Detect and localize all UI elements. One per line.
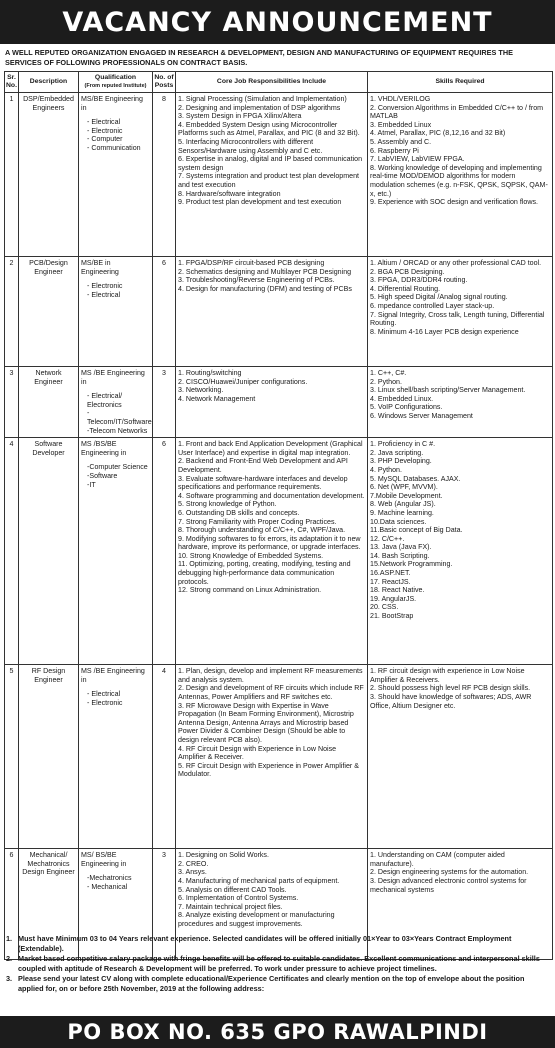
qualification-degree: MS/BE Engineering in (81, 95, 143, 112)
list-item: 2. Schematics designing and Multilayer PCB Designing (178, 267, 352, 276)
list-item: 3. Ansys. (178, 868, 207, 877)
list-item: 2. Conversion Algorithms in Embedded C/C++ to / from MATLAB (370, 103, 544, 121)
list-item: 7. Systems integration and product test plan development and test execution (178, 172, 359, 189)
list-item: 4. Network Management (178, 394, 256, 403)
qualification-field: - Electrical (87, 118, 121, 127)
row-qualification (79, 367, 153, 438)
list-item: 2. Java scripting. (370, 448, 424, 457)
qualification-field: - Telecom/IT/Software (87, 409, 152, 426)
row-sr-number: 6 (5, 849, 19, 960)
row-skills (368, 93, 553, 257)
list-item: 15.Network Programming. (370, 560, 453, 569)
row-posts: 6 (153, 257, 176, 367)
list-item: 6. Implementation of Control Systems. (178, 894, 299, 903)
row-responsibilities (176, 665, 368, 849)
list-item: 5. MySQL Databases. AJAX. (370, 474, 461, 483)
list-item: 1. RF circuit design with experience in Low Noise Amplifier & Receivers. (370, 667, 525, 684)
list-item: 1. VHDL/VERILOG (370, 95, 431, 103)
list-item: 3. Design advanced electronic control systems for mechanical systems (370, 876, 527, 894)
table-header-row (5, 72, 553, 93)
list-item: 2. Design and development of RF circuits which include RF Antennas, Power Amplifiers and RF switches etc. (178, 684, 364, 701)
list-item: 9. Machine learning. (370, 508, 434, 517)
list-item: 5. Analysis on different CAD Tools. (178, 885, 287, 894)
responsibilities-list (178, 851, 365, 928)
list-item: 3. FPGA, DDR3/DDR4 routing. (370, 276, 468, 285)
row-skills (368, 665, 553, 849)
list-item: 6. Windows Server Management (370, 411, 473, 420)
list-item: 4. Design for manufacturing (DFM) and testing of PCBs (178, 284, 352, 293)
row-skills (368, 367, 553, 438)
list-item: 3. Embedded Linux (370, 120, 432, 129)
list-item: 11.Basic concept of Big Data. (370, 526, 463, 535)
list-item: 6. Raspberry Pi (370, 146, 419, 155)
skills-list (370, 440, 550, 620)
list-item: 14. Bash Scripting. (370, 551, 430, 560)
skills-list (370, 851, 550, 894)
list-item: 2. Python. (370, 377, 402, 386)
qualification-field: - Electronic (87, 126, 123, 135)
list-item: 18. React Native. (370, 586, 425, 595)
list-item: 10. Strong Knowledge of Embedded Systems. (178, 551, 324, 560)
list-item: 19. AngularJS. (370, 594, 417, 603)
list-item: 6. mpedance controlled Layer stack-up. (370, 301, 495, 310)
row-sr-number: 1 (5, 93, 19, 257)
list-item: 8. Working knowledge of developing and implementing real-time MOD/DEMOD algorithms for modern modulation schemes (e.g. n-FSK, QPSK, SQPSK, QAM-x, etc.) (370, 163, 548, 198)
header-qualification (79, 72, 153, 93)
list-item: 10.Data sciences. (370, 517, 427, 526)
qualification-field: - Computer (87, 135, 123, 144)
row-responsibilities (176, 438, 368, 665)
note-number: 2. (6, 954, 13, 963)
qualification-degree: MS /BE Engineering in (81, 667, 145, 684)
list-item: 8. Hardware/software integration (178, 189, 281, 198)
list-item: 9. Experience with SOC design and verification flows. (370, 198, 538, 207)
qualification-field: -Computer Science (87, 463, 148, 472)
qualification-field: -Software (87, 471, 118, 480)
row-skills (368, 257, 553, 367)
note-item (6, 934, 549, 954)
row-posts: 6 (153, 438, 176, 665)
list-item: 5. RF Circuit Design with Experience in Power Amplifier & Modulator. (178, 761, 359, 779)
footer-address: PO BOX NO. 635 GPO RAWALPINDI (0, 1016, 555, 1048)
row-sr-number: 3 (5, 367, 19, 438)
list-item: 3. Networking. (178, 386, 224, 395)
page-title: VACANCY ANNOUNCEMENT (0, 0, 555, 44)
list-item: 1. Designing on Solid Works. (178, 851, 269, 860)
list-item: 13. Java (Java FX). (370, 543, 432, 552)
row-qualification (79, 438, 153, 665)
header-skills: Skills Required (368, 72, 553, 93)
note-number: 3. (6, 974, 13, 983)
list-item: 1. Understanding on CAM (computer aided manufacture). (370, 851, 505, 868)
note-text: Market based competitive salary package with fringe benefits will be offered to suitable candidates. Excellent communications and interpersonal skills coupled with aptitude of Research & Development will be preferred. To work under pressure to achieve project timelines. (18, 954, 540, 973)
skills-list (370, 95, 550, 207)
list-item: 4. Atmel, Parallax, PIC (8,12,16 and 32 Bit) (370, 129, 506, 138)
list-item: 2. Designing and implementation of DSP algorithms (178, 103, 341, 112)
row-responsibilities (176, 367, 368, 438)
row-responsibilities (176, 257, 368, 367)
row-responsibilities (176, 93, 368, 257)
list-item: 2. Backend and Front-End Web Development and API Development. (178, 457, 348, 474)
qualification-degree: MS/BE in Engineering (81, 259, 119, 276)
list-item: 3. System Design in FPGA Xilinx/Altera (178, 112, 302, 121)
list-item: 4. RF Circuit Design with Experience in Low Noise Amplifier & Receiver. (178, 744, 337, 762)
list-item: 6. Outstanding DB skills and concepts. (178, 508, 300, 517)
list-item: 3. Linux shell/bash scripting/Server Management. (370, 386, 526, 395)
list-item: 7. LabVIEW, LabVIEW FPGA. (370, 155, 465, 164)
list-item: 3. Troubleshooting/Reverse Engineering of PCBs. (178, 276, 335, 285)
list-item: 1. Front and back End Application Development (Graphical User Interface) and expertise in digital map integration. (178, 440, 363, 457)
header-sr: Sr. No. (5, 72, 19, 93)
qualification-field: -IT (87, 480, 96, 489)
list-item: 1. Altium / ORCAD or any other professional CAD tool. (370, 259, 542, 267)
notes (6, 934, 549, 994)
qualification-field: - Electrical (87, 690, 121, 699)
list-item: 5. Interfacing Microcontrollers with different Sensors/Hardware using Assembly and C etc. (178, 137, 323, 155)
responsibilities-list (178, 440, 365, 595)
row-description: Network Engineer (19, 367, 79, 438)
list-item: 7.Mobile Development. (370, 491, 443, 500)
row-posts: 4 (153, 665, 176, 849)
row-skills (368, 438, 553, 665)
list-item: 11. Optimizing, porting, creating, modifying, testing and debugging high-performance data communication protocols. (178, 560, 351, 586)
list-item: 2. Design engineering systems for the automation. (370, 868, 529, 877)
table-row (5, 93, 553, 257)
qualification-field: - Electrical (87, 290, 121, 299)
header-qualification-sub: (From reputed Institute) (84, 83, 147, 89)
note-item (6, 974, 549, 994)
list-item: 8. Minimum 4-16 Layer PCB design experience (370, 327, 519, 336)
row-qualification (79, 93, 153, 257)
note-number: 1. (6, 934, 13, 943)
row-posts: 3 (153, 849, 176, 960)
list-item: 21. BootStrap (370, 612, 414, 621)
row-posts: 8 (153, 93, 176, 257)
list-item: 4. Python. (370, 465, 402, 474)
header-responsibilities: Core Job Responsibilities Include (176, 72, 368, 93)
list-item: 3. Should have knowledge of softwares; ADS, AWR Office, Altium Designer etc. (370, 692, 532, 710)
qualification-field: -Mechatronics (87, 874, 132, 883)
skills-list (370, 259, 550, 336)
list-item: 6. Expertise in analog, digital and IP based communication system design (178, 155, 363, 172)
list-item: 4. Differential Routing. (370, 284, 441, 293)
list-item: 5. Strong knowledge of Python. (178, 500, 277, 509)
note-text: Must have Minimum 03 to 04 Years relevant experience. Selected candidates will be offered initially 01×Year to 03×Years Contract Employment (Extendable). (18, 934, 512, 953)
list-item: 1. C++, C#. (370, 369, 407, 377)
list-item: 12. Strong command on Linux Administration. (178, 586, 322, 595)
list-item: 1. Signal Processing (Simulation and Implementation) (178, 95, 347, 103)
list-item: 1. Proficiency in C #. (370, 440, 436, 449)
list-item: 9. Modifying softwares to fix errors, its adaptation it to new hardware, improve its performance, or upgrade interfaces. (178, 534, 361, 552)
list-item: 2. BGA PCB Designing. (370, 267, 445, 276)
row-description: Software Developer (19, 438, 79, 665)
list-item: 17. ReactJS. (370, 577, 411, 586)
table-row (5, 367, 553, 438)
note-text: Please send your latest CV along with complete educational/Experience Certificates and clearly mention on the top of envelope about the position applied for, on or before 25th November, 2019 at the following address: (18, 974, 525, 993)
skills-list (370, 667, 550, 710)
list-item: 3. PHP Developing. (370, 457, 432, 466)
row-description: Mechanical/ Mechatronics Design Engineer (19, 849, 79, 960)
header-description: Description (19, 72, 79, 93)
list-item: 7. Strong Familiarity with Proper Coding Practices. (178, 517, 337, 526)
list-item: 1. Routing/switching (178, 369, 242, 377)
qualification-field: - Communication (87, 143, 141, 152)
responsibilities-list (178, 667, 365, 779)
qualification-field: - Electrical/ Electronics (87, 392, 123, 409)
intro-text: A WELL REPUTED ORGANIZATION ENGAGED IN RESEARCH & DEVELOPMENT, DESIGN AND MANUFACTURING OF EQUIPMENT REQUIRES THE SERVICES OF FOLLOWING PROFESSIONALS ON CONTRACT BASIS. (5, 48, 513, 67)
header-qualification-label: Qualification (94, 74, 137, 81)
table-row (5, 665, 553, 849)
table-row (5, 257, 553, 367)
list-item: 9. Product test plan development and test execution (178, 198, 342, 207)
list-item: 3. RF Microwave Design with Expertise in Wave Propagation (In Beam Forming Environment), Microstrip Antenna Design, Antenna Arrays and Microstrip based Power Divider & Combiner Design (Should be able to design relevant PCB also). (178, 701, 354, 744)
list-item: 8. Analyze existing development or manufacturing procedures and suggest improvements. (178, 911, 335, 928)
list-item: 7. Maintain technical project files. (178, 902, 283, 911)
list-item: 3. Evaluate software-hardware interfaces and develop specifications and performance requirements. (178, 474, 348, 492)
list-item: 5. High speed Digital /Analog signal routing. (370, 293, 508, 302)
list-item: 4. Embedded Linux. (370, 394, 434, 403)
qualification-degree: MS /BE Engineering in (81, 369, 145, 386)
header-posts: No. of Posts (153, 72, 176, 93)
list-item: 4. Software programming and documentation development. (178, 491, 365, 500)
list-item: 4. Embedded System Design using Microcontroller Platforms such as Atmel, Parallax, and PIC (8 and 32 Bit). (178, 120, 360, 138)
qualification-field: - Mechanical (87, 882, 128, 891)
responsibilities-list (178, 95, 365, 207)
list-item: 2. Should possess high level RF PCB design skills. (370, 684, 531, 693)
list-item: 8. Web (Angular JS). (370, 500, 436, 509)
responsibilities-list (178, 259, 365, 293)
list-item: 2. CREO. (178, 859, 209, 868)
row-qualification (79, 257, 153, 367)
row-sr-number: 2 (5, 257, 19, 367)
list-item: 8. Thorough understanding of C/C++, C#, WPF/Java. (178, 526, 346, 535)
list-item: 16.ASP.NET. (370, 569, 411, 578)
table-row (5, 438, 553, 665)
row-posts: 3 (153, 367, 176, 438)
row-sr-number: 4 (5, 438, 19, 665)
vacancy-table (4, 71, 553, 960)
qualification-field: -Telecom Networks (87, 426, 148, 435)
list-item: 12. C/C++. (370, 534, 405, 543)
qualification-field: - Electronic (87, 282, 123, 291)
list-item: 5. VoIP Configurations. (370, 403, 443, 412)
list-item: 1. Plan, design, develop and implement RF measurements and analysis system. (178, 667, 363, 684)
skills-list (370, 369, 550, 421)
list-item: 5. Assembly and C. (370, 137, 432, 146)
qualification-degree: MS/ BS/BE Engineering in (81, 851, 127, 868)
qualification-field: - Electronic (87, 698, 123, 707)
list-item: 1. FPGA/DSP/RF circuit-based PCB designing (178, 259, 325, 267)
list-item: 20. CSS. (370, 603, 399, 612)
row-description: PCB/Design Engineer (19, 257, 79, 367)
row-description: DSP/Embedded Engineers (19, 93, 79, 257)
list-item: 2. CISCO/Huawei/Juniper configurations. (178, 377, 308, 386)
list-item: 6. Net (WPF, MVVM). (370, 483, 438, 492)
qualification-degree: MS /BS/BE Engineering in (81, 440, 127, 457)
list-item: 7. Signal Integrity, Cross talk, Length tuning, Differential Routing. (370, 310, 545, 328)
row-description: RF Design Engineer (19, 665, 79, 849)
responsibilities-list (178, 369, 365, 403)
row-qualification (79, 665, 153, 849)
row-sr-number: 5 (5, 665, 19, 849)
list-item: 4. Manufacturing of mechanical parts of equipment. (178, 876, 340, 885)
note-item (6, 954, 549, 974)
